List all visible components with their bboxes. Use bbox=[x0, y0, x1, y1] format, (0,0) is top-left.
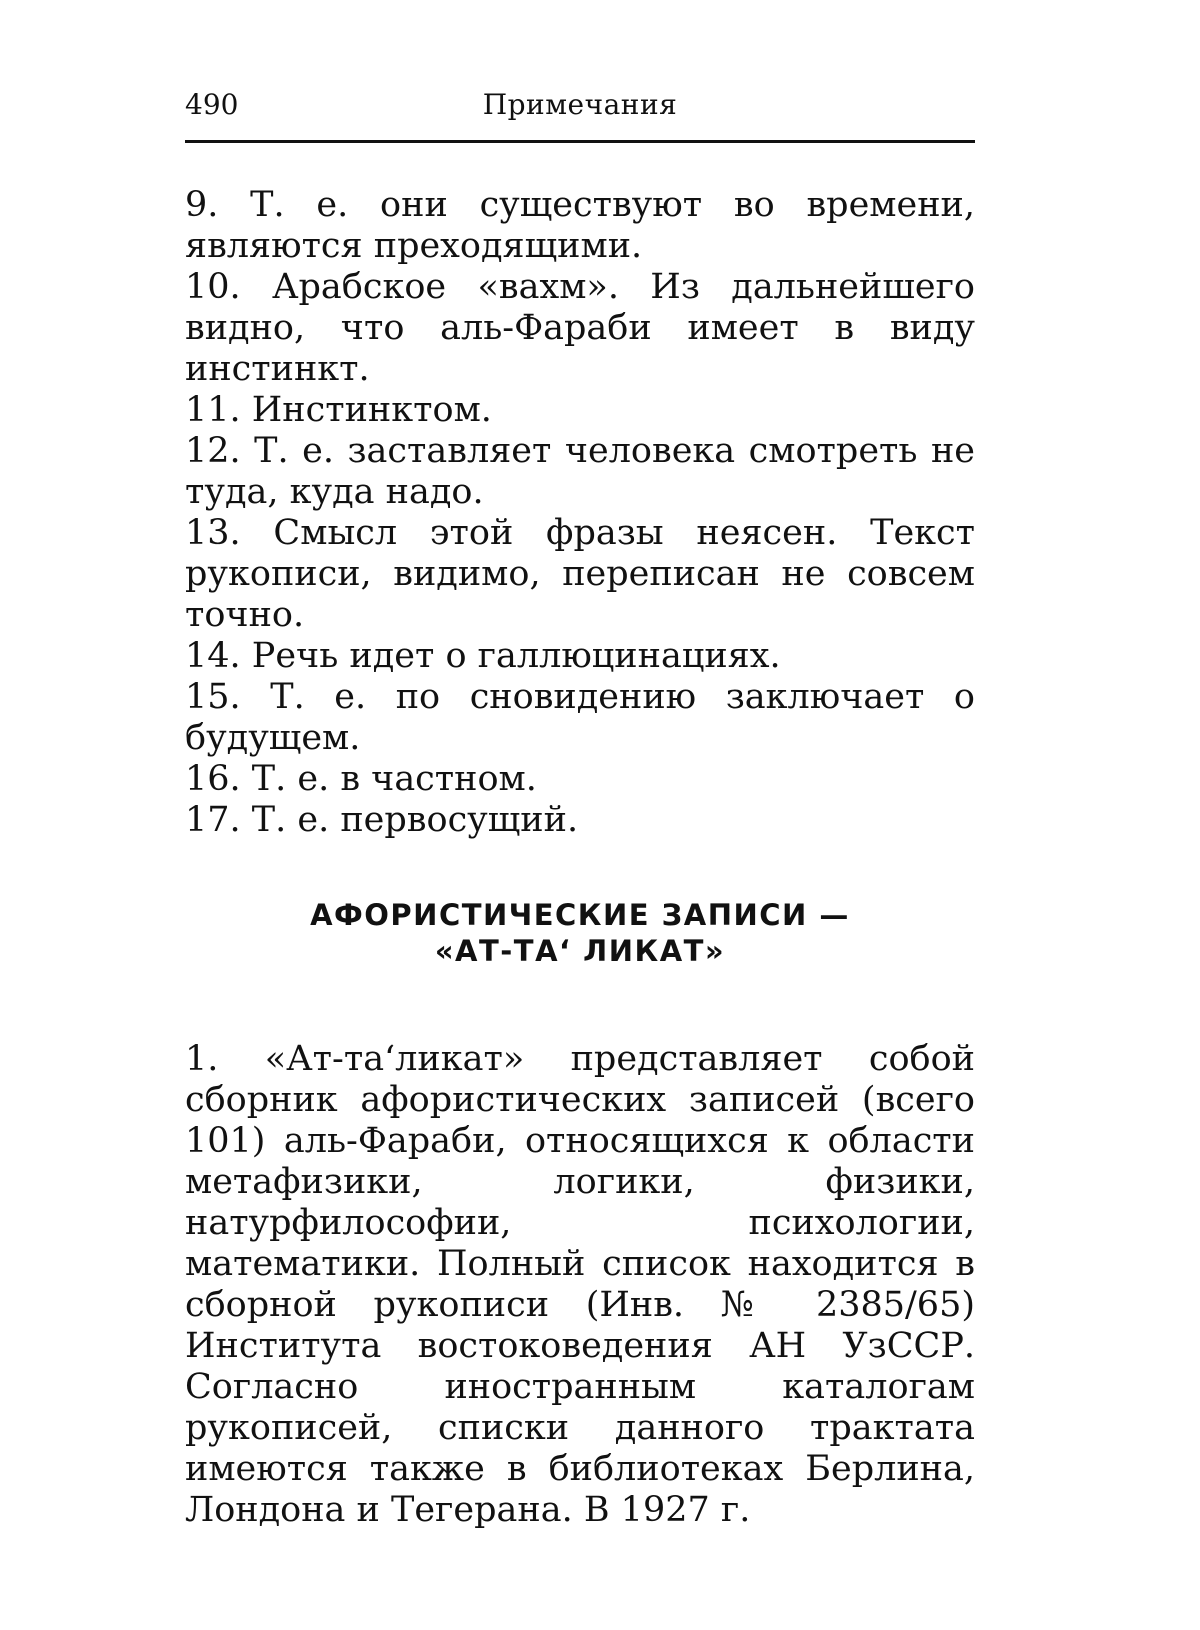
section-paragraph-1: 1. «Ат-та‘ликат» представляет собой сборник афористических записей (всего 101) аль-Фараби, относящихся к области метафизики, логики, физики, натурфилософии, психологии, математики. Полный список находится в сборной рукописи (Инв. № 2385/65) Института востоковедения АН УзССР. Согласно иностранным каталогам рукописей, списки данного трактата имеются также в библиотеках Берлина, Лондона и Тегерана. В 1927 г. bbox=[185, 1039, 975, 1530]
note-11: 11. Инстинктом. bbox=[185, 390, 492, 430]
running-head-title: Примечания bbox=[482, 88, 678, 121]
note-13: 13. Смысл этой фразы неясен. Текст рукописи, видимо, переписан не совсем точно. bbox=[185, 513, 975, 635]
note-9: 9. Т. е. они существуют во времени, являются преходящими. bbox=[185, 185, 975, 266]
book-page bbox=[185, 80, 975, 1531]
note-12: 12. Т. е. заставляет человека смотреть не туда, куда надо. bbox=[185, 431, 975, 512]
header-rule bbox=[185, 140, 975, 143]
note-15: 15. Т. е. по сновидению заключает о будущем. bbox=[185, 677, 975, 758]
note-10: 10. Арабское «вахм». Из дальнейшего видно, что аль-Фараби имеет в виду инстинкт. bbox=[185, 267, 975, 389]
note-14: 14. Речь идет о галлюцинациях. bbox=[185, 636, 781, 676]
running-head bbox=[185, 80, 975, 130]
section-heading bbox=[185, 897, 975, 969]
notes-list bbox=[185, 185, 975, 841]
section-heading-line-1: АФОРИСТИЧЕСКИЕ ЗАПИСИ — bbox=[310, 898, 850, 932]
page-number: 490 bbox=[185, 88, 239, 121]
note-17: 17. Т. е. первосущий. bbox=[185, 800, 579, 840]
note-16: 16. Т. е. в частном. bbox=[185, 759, 537, 799]
section-heading-line-2: «АТ-ТА‘ ЛИКАТ» bbox=[434, 934, 726, 968]
